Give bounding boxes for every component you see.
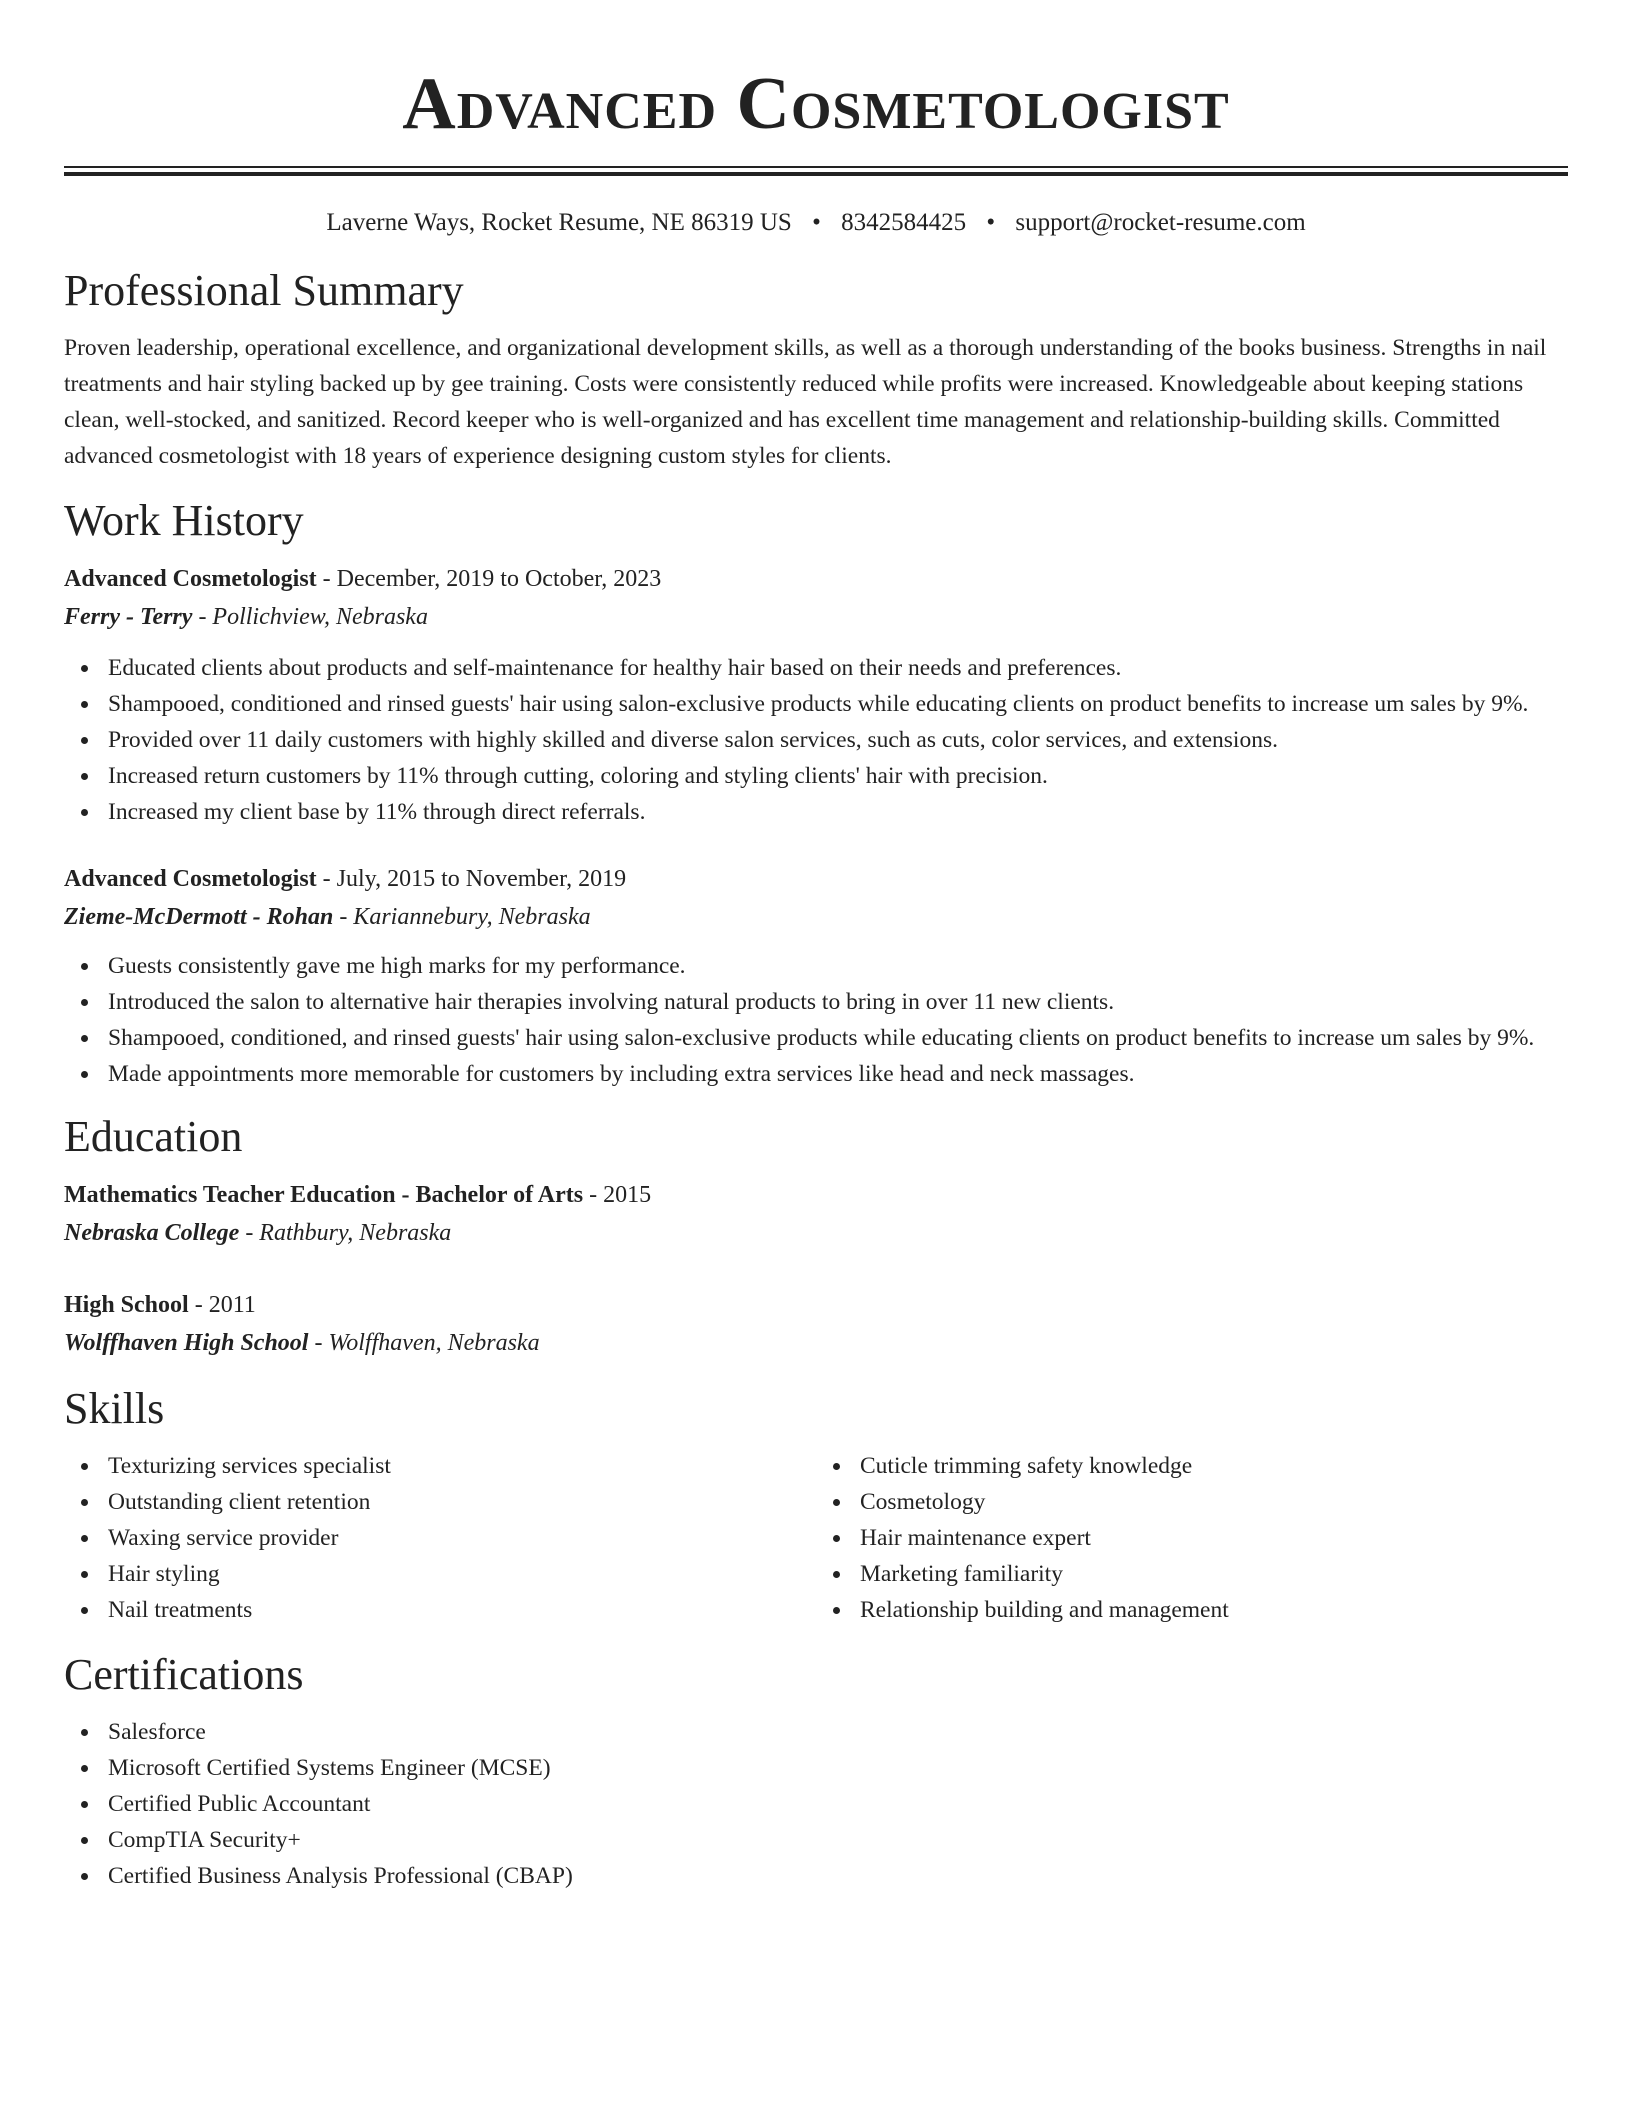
job-bullets: [64, 948, 1568, 1092]
education-degree: High School: [64, 1292, 189, 1318]
list-item: Cuticle trimming safety knowledge: [860, 1448, 1568, 1484]
job-company: Ferry - Terry: [64, 604, 193, 630]
job-location: - Pollichview, Nebraska: [192, 604, 428, 630]
list-item: Outstanding client retention: [108, 1484, 816, 1520]
list-item: Shampooed, conditioned, and rinsed guests' hair using salon-exclusive products while educating clients on product benefits to increase um sales by 9%.: [108, 1020, 1568, 1056]
job-company-line: [64, 898, 1568, 936]
list-item: CompTIA Security+: [108, 1822, 1568, 1858]
list-item: Increased return customers by 11% through cutting, coloring and styling clients' hair with precision.: [108, 758, 1568, 794]
education-school-line: [64, 1324, 1568, 1362]
summary-heading: Professional Summary: [64, 266, 464, 315]
list-item: Relationship building and management: [860, 1592, 1568, 1628]
list-item: Marketing familiarity: [860, 1556, 1568, 1592]
list-item: Texturizing services specialist: [108, 1448, 816, 1484]
education-degree-line: [64, 1286, 1568, 1324]
title-divider: [64, 166, 1568, 176]
education-school: Nebraska College: [64, 1220, 240, 1246]
list-item: Shampooed, conditioned and rinsed guests' hair using salon-exclusive products while educating clients on product benefits to increase um sales by 9%.: [108, 686, 1568, 722]
contact-line: [64, 206, 1568, 240]
education-heading: Education: [64, 1112, 243, 1161]
education-year: - 2015: [583, 1182, 652, 1208]
education-location: - Rathbury, Nebraska: [239, 1220, 452, 1246]
list-item: Waxing service provider: [108, 1520, 816, 1556]
education-location: - Wolffhaven, Nebraska: [308, 1330, 540, 1356]
list-item: Certified Business Analysis Professional (CBAP): [108, 1858, 1568, 1894]
resume-title: Advanced Cosmetologist: [402, 63, 1230, 145]
contact-separator: •: [986, 209, 996, 236]
job-entry: [64, 560, 1568, 830]
job-company: Zieme-McDermott - Rohan: [64, 904, 334, 930]
list-item: Cosmetology: [860, 1484, 1568, 1520]
work-history-heading: Work History: [64, 496, 304, 545]
skills-grid: [64, 1448, 1568, 1628]
job-title: Advanced Cosmetologist: [64, 566, 317, 592]
list-item: Microsoft Certified Systems Engineer (MCSE): [108, 1750, 1568, 1786]
job-company-line: [64, 598, 1568, 636]
education-school: Wolffhaven High School: [64, 1330, 309, 1356]
list-item: Introduced the salon to alternative hair therapies involving natural products to bring in over 11 new clients.: [108, 984, 1568, 1020]
education-entry: [64, 1176, 1568, 1252]
education-degree: Mathematics Teacher Education - Bachelor of Arts: [64, 1182, 584, 1208]
certifications-heading: Certifications: [64, 1650, 304, 1699]
job-title-line: [64, 860, 1568, 898]
list-item: Hair maintenance expert: [860, 1520, 1568, 1556]
list-item: Salesforce: [108, 1714, 1568, 1750]
job-title-line: [64, 560, 1568, 598]
contact-separator: •: [812, 209, 821, 236]
job-location: - Kariannebury, Nebraska: [333, 904, 591, 930]
skills-list-right: [816, 1448, 1568, 1628]
list-item: Nail treatments: [108, 1592, 816, 1628]
education-degree-line: [64, 1176, 1568, 1214]
summary-text: Proven leadership, operational excellence, and organizational development skills, as well as a thorough understanding of the books business. Strengths in nail treatments and hair styling backed up by gee training. Costs were consistently reduced while profits were increased. Knowledgeable about keeping stations clean, well-stocked, and sanitized. Record keeper who is well-organized and has excellent time management and relationship-building skills. Committed advanced cosmetologist with 18 years of experience designing custom styles for clients.: [64, 335, 1547, 469]
contact-email: support@rocket-resume.com: [1015, 209, 1306, 236]
list-item: Made appointments more memorable for customers by including extra services like head and neck massages.: [108, 1056, 1568, 1092]
certifications-list: [64, 1714, 1568, 1894]
education-entry: [64, 1286, 1568, 1362]
list-item: Educated clients about products and self-maintenance for healthy hair based on their needs and preferences.: [108, 650, 1568, 686]
job-title: Advanced Cosmetologist: [64, 866, 317, 892]
contact-address: Laverne Ways, Rocket Resume, NE 86319 US: [326, 209, 792, 236]
skills-list-left: [64, 1448, 816, 1628]
education-school-line: [64, 1214, 1568, 1252]
list-item: Hair styling: [108, 1556, 816, 1592]
job-dates: - July, 2015 to November, 2019: [316, 866, 627, 892]
contact-phone: 8342584425: [841, 209, 967, 236]
job-bullets: [64, 650, 1568, 830]
list-item: Certified Public Accountant: [108, 1786, 1568, 1822]
job-entry: [64, 860, 1568, 1092]
list-item: Guests consistently gave me high marks for my performance.: [108, 948, 1568, 984]
education-year: - 2011: [188, 1292, 256, 1318]
resume-page: [64, 0, 1568, 1894]
list-item: Provided over 11 daily customers with highly skilled and diverse salon services, such as cuts, color services, and extensions.: [108, 722, 1568, 758]
list-item: Increased my client base by 11% through direct referrals.: [108, 794, 1568, 830]
skills-heading: Skills: [64, 1384, 165, 1433]
job-dates: - December, 2019 to October, 2023: [316, 566, 662, 592]
